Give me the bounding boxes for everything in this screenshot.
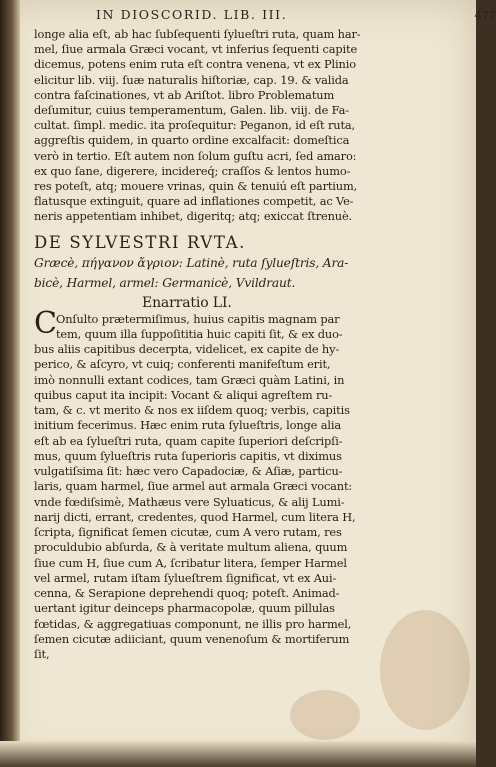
text-line: initium fecerimus. Hæc enim ruta ſylueſtris, longe alia: [34, 418, 341, 433]
page-bottom-edge: [0, 741, 476, 767]
text-line: ex quo ſane, digerere, incidereq́; craſſos & lentos humo-: [34, 163, 351, 178]
text-line: res poteſt, atq; mouere vrinas, quin & tenuiú eſt partium,: [34, 179, 358, 193]
page-number: 477: [474, 8, 496, 22]
text-line: cultat. ſimpl. medic. ita proſequitur: Peganon, id eſt ruta,: [34, 118, 355, 133]
section-heading: DE SYLVESTRI RVTA.: [34, 233, 246, 252]
text-line: narij dicti, errant, credentes, quod Harmel, cum litera H,: [34, 509, 356, 524]
text-line: proculdubio abſurda, & à veritate multum aliena, quum: [34, 540, 348, 555]
text-line: cenna, & Serapione deprehendi quoq; poteſt. Animad-: [34, 586, 340, 600]
text-line: dicemus, potens enim ruta eſt contra venena, vt ex Plinio: [34, 57, 356, 72]
header-title: IN DIOSCORID. LIB. III.: [96, 7, 288, 22]
page-stain: [380, 610, 470, 730]
text-line: neris appetentiam inhibet, digeritq; atq; exiccat ſtrenuè.: [34, 209, 353, 224]
text-line: Onſulto prætermiſimus, huius capitis magnam par: [56, 312, 340, 326]
text-line: vulgatiſsima ſit: hæc vero Capadociæ, & Aſiæ, particu-: [34, 464, 343, 478]
text-line: tem, quum illa ſuppoſititia huic capiti ſit, & ex duo-: [56, 327, 343, 341]
text-line: tam, & c. vt merito & nos ex iiſdem quoq; verbis, capitis: [34, 403, 350, 417]
text-line: vnde fœdiſsimè, Mathæus vere Syluaticus, & alij Lumi-: [34, 494, 345, 509]
text-line: ſcripta, ſignificat ſemen cicutæ, cum A vero rutam, res: [34, 525, 342, 539]
text-line: deſumitur, cuius temperamentum, Galen. lib. viij. de Fa-: [34, 103, 349, 117]
text-line: mus, quum ſylueſtris ruta ſuperioris capitis, vt diximus: [34, 448, 342, 463]
text-line: flatusque extinguit, quare ad inflationes competit, ac Ve-: [34, 194, 354, 209]
text-line: eſt ab ea ſylueſtri ruta, quam capite ſuperiori deſcripſi-: [34, 433, 343, 448]
enarratio-title: Enarratio LI.: [142, 295, 232, 311]
text-line: fœtidas, & aggregatiuas componunt, ne illis pro harmel,: [34, 616, 352, 631]
text-line: uertant igitur deinceps pharmacopolæ, quum pillulas: [34, 601, 335, 616]
text-line: bus aliis capitibus decerpta, videlicet, ex capite de hy-: [34, 342, 340, 356]
text-line: ſit,: [34, 647, 50, 661]
text-line: laris, quam harmel, ſiue armel aut armala Græci vocant:: [34, 479, 353, 494]
text-line: contra faſcinationes, vt ab Ariſtot. libro Problematum: [34, 87, 335, 102]
text-line: elicitur lib. viij. ſuæ naturalis hiſtoriæ, cap. 19. & valida: [34, 72, 349, 87]
running-header: [96, 7, 496, 25]
book-gutter: [0, 0, 20, 767]
names-line: Græcè, πήγανον ἄγριον: Latinè, ruta ſylueſtris, Ara-: [34, 256, 349, 270]
text-line: longe alia eſt, ab hac ſubſequenti ſylueſtri ruta, quam har-: [34, 27, 361, 41]
text-line: vel armel, rutam iſtam ſylueſtrem ſignificat, vt ex Aui-: [34, 570, 337, 585]
text-line: quibus caput ita incipit: Vocant & aliqui agreſtem ru-: [34, 387, 333, 402]
text-line: mel, ſiue armala Græci vocant, vt inferius ſequenti capite: [34, 42, 358, 57]
text-line: verò in tertio. Eſt autem non ſolum guſtu acri, ſed amaro:: [34, 148, 357, 163]
page-stain: [290, 690, 360, 740]
text-line: imò nonnulli extant codices, tam Græci quàm Latini, in: [34, 372, 345, 387]
text-line: aggreſtis quidem, in quarto ordine excalfacit: domeſtica: [34, 133, 350, 148]
text-line: perico, & aſcyro, vt cuiq; conferenti manifeſtum erit,: [34, 357, 331, 372]
text-line: ſiue cum H, ſiue cum A, ſcribatur litera, ſemper Harmel: [34, 555, 347, 570]
text-line: ſemen cicutæ adiiciant, quum venenoſum & mortiferum: [34, 631, 350, 646]
names-line: bicè, Harmel, armel: Germanicè, Vvildraut.: [34, 276, 296, 290]
drop-cap: C: [34, 306, 57, 341]
